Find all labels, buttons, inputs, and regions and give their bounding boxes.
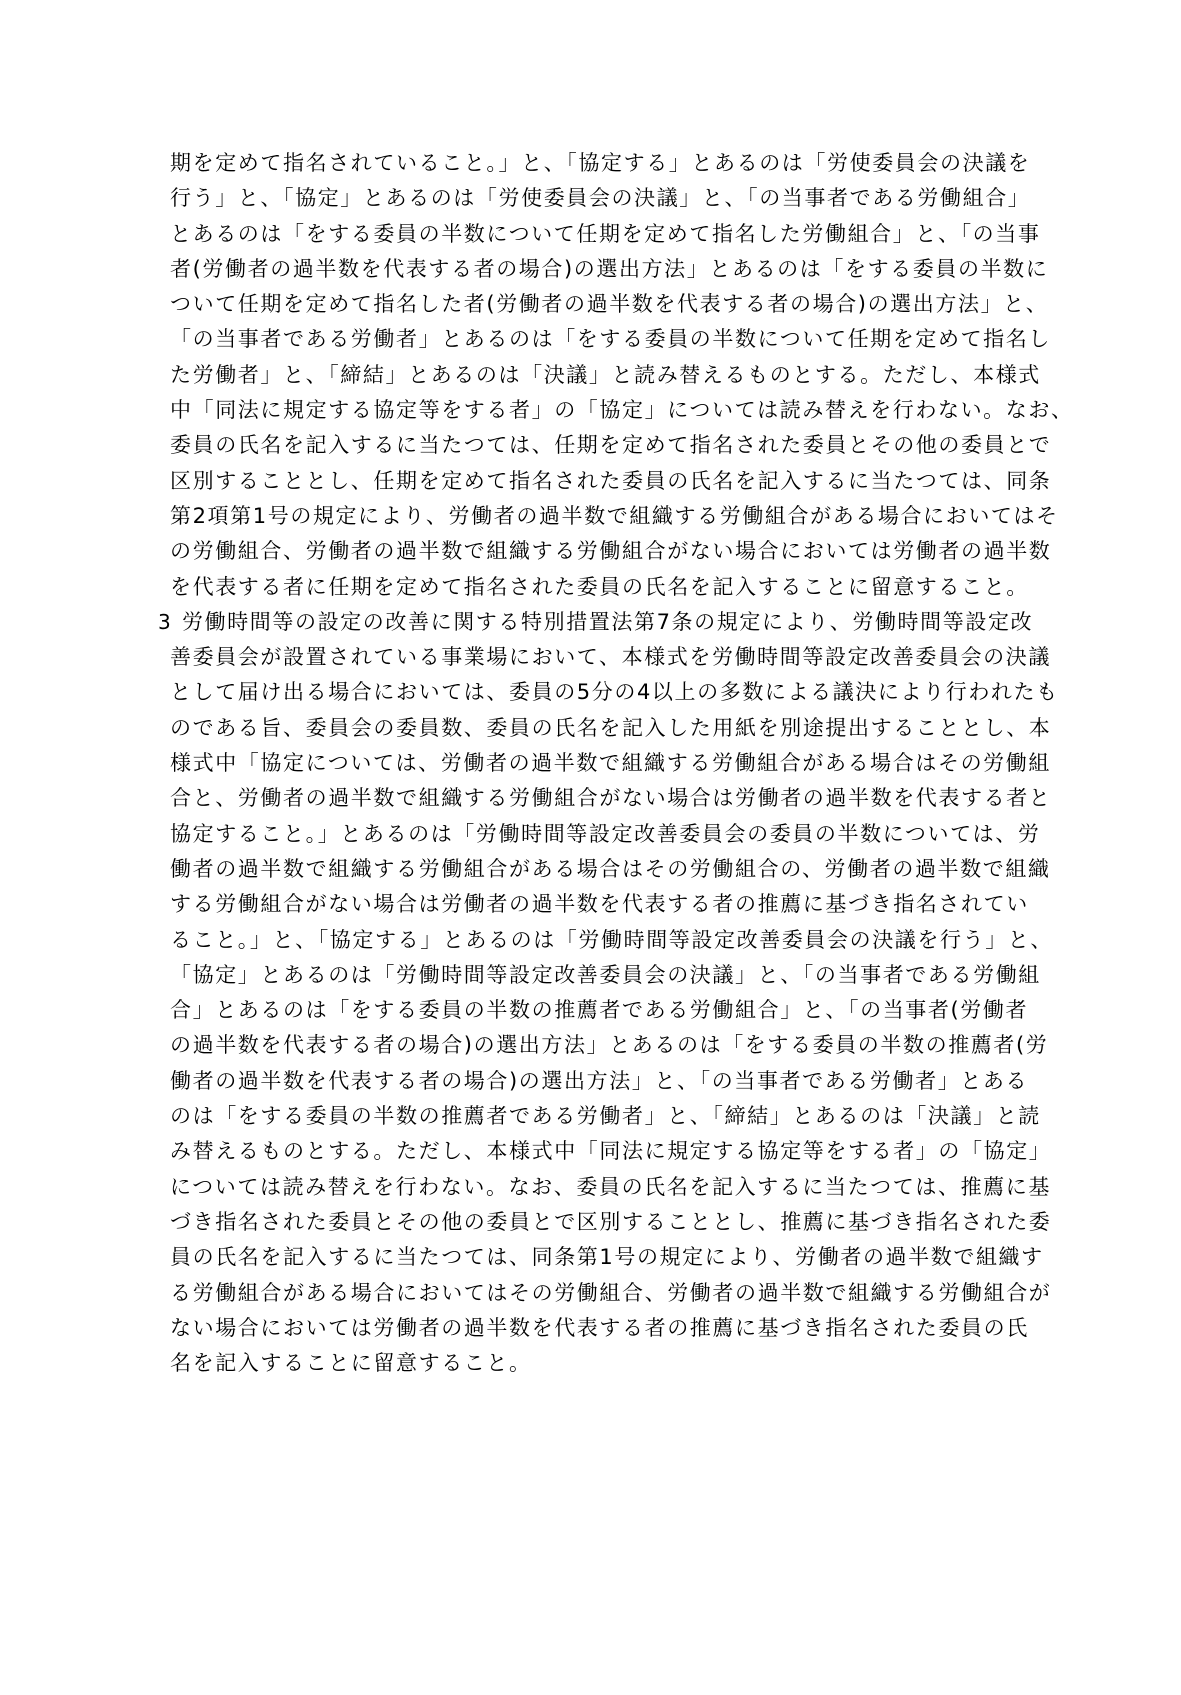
text-line: 第2項第1号の規定により、労働者の過半数で組織する労働組合がある場合においてはそ [170, 503, 1059, 528]
text-line: ない場合においては労働者の過半数を代表する者の推薦に基づき指名された委員の氏 [170, 1315, 1029, 1340]
text-line: る労働組合がある場合においてはその労働組合、労働者の過半数で組織する労働組合が [170, 1280, 1052, 1305]
text-line: 働者の過半数で組織する労働組合がある場合はその労働組合の、労働者の過半数で組織 [170, 856, 1051, 881]
text-line: ること。」と、「協定する」とあるのは「労働時間等設定改善委員会の決議を行う」と、 [170, 927, 1053, 952]
text-line: を代表する者に任期を定めて指名された委員の氏名を記入することに留意すること。 [170, 574, 1029, 599]
text-line: 様式中「協定については、労働者の過半数で組織する労働組合がある場合はその労働組 [170, 751, 1051, 776]
text-line: 委員の氏名を記入するに当たつては、任期を定めて指名された委員とその他の委員とで [170, 433, 1052, 458]
text-line: 区別することとし、任期を定めて指名された委員の氏名を記入するに当たつては、同条 [170, 468, 1052, 493]
text-line: 善委員会が設置されている事業場において、本様式を労働時間等設定改善委員会の決議 [170, 645, 1051, 670]
text-line: 協定すること。」とあるのは「労働時間等設定改善委員会の委員の半数については、労 [170, 821, 1041, 846]
notes-text [158, 146, 1074, 1381]
text-line: 労働時間等の設定の改善に関する特別措置法第7条の規定により、労働時間等設定改 [182, 609, 1034, 634]
text-line: 名を記入することに留意すること。 [170, 1351, 532, 1376]
text-line: 合」とあるのは「をする委員の半数の推薦者である労働組合」と、「の当事者(労働者 [170, 998, 1029, 1023]
text-line: 員の氏名を記入するに当たつては、同条第1号の規定により、労働者の過半数で組織す [170, 1245, 1044, 1270]
text-line: ついて任期を定めて指名した者(労働者の過半数を代表する者の場合)の選出方法」と、 [170, 292, 1049, 317]
text-line: 期を定めて指名されていること。」と、「協定する」とあるのは「労使委員会の決議を [170, 151, 1031, 175]
note-3-first-line [158, 605, 1040, 640]
text-line: 「の当事者である労働者」とあるのは「をする委員の半数について任期を定めて指名し [170, 327, 1051, 352]
text-line: として届け出る場合においては、委員の5分の4以上の多数による議決により行われたも [170, 680, 1059, 705]
text-line: とあるのは「をする委員の半数について任期を定めて指名した労働組合」と、「の当事 [170, 221, 1041, 246]
note-2-continuation [170, 146, 1074, 605]
text-line: する労働組合がない場合は労働者の過半数を代表する者の推薦に基づき指名されてい [170, 892, 1029, 917]
text-line: の過半数を代表する者の場合)の選出方法」とあるのは「をする委員の半数の推薦者(労 [170, 1033, 1049, 1058]
text-line: 行う」と、「協定」とあるのは「労使委員会の決議」と、「の当事者である労働組合」 [170, 186, 1031, 211]
text-line: 中「同法に規定する協定等をする者」の「協定」については読み替えを行わない。なお、 [170, 398, 1074, 423]
text-line: 合と、労働者の過半数で組織する労働組合がない場合は労働者の過半数を代表する者と [170, 786, 1052, 811]
note-number: 3 [158, 609, 171, 634]
note-3 [158, 605, 1059, 1382]
text-line: づき指名された委員とその他の委員とで区別することとし、推薦に基づき指名された委 [170, 1209, 1052, 1234]
text-line: のである旨、委員会の委員数、委員の氏名を記入した用紙を別途提出することとし、本 [170, 715, 1052, 740]
text-line: 者(労働者の過半数を代表する者の場合)の選出方法」とあるのは「をする委員の半数に [170, 256, 1049, 281]
text-line: 「協定」とあるのは「労働時間等設定改善委員会の決議」と、「の当事者である労働組 [170, 962, 1041, 987]
text-line: のは「をする委員の半数の推薦者である労働者」と、「締結」とあるのは「決議」と読 [170, 1104, 1041, 1129]
text-line: み替えるものとする。ただし、本様式中「同法に規定する協定等をする者」の「協定」 [170, 1139, 1052, 1164]
text-line: の労働組合、労働者の過半数で組織する労働組合がない場合においては労働者の過半数 [170, 539, 1052, 564]
text-line: については読み替えを行わない。なお、委員の氏名を記入するに当たつては、推薦に基 [170, 1174, 1051, 1199]
text-line: 働者の過半数を代表する者の場合)の選出方法」と、「の当事者である労働者」とある [170, 1068, 1029, 1093]
text-line: た労働者」と、「締結」とあるのは「決議」と読み替えるものとする。ただし、本様式 [170, 362, 1041, 387]
